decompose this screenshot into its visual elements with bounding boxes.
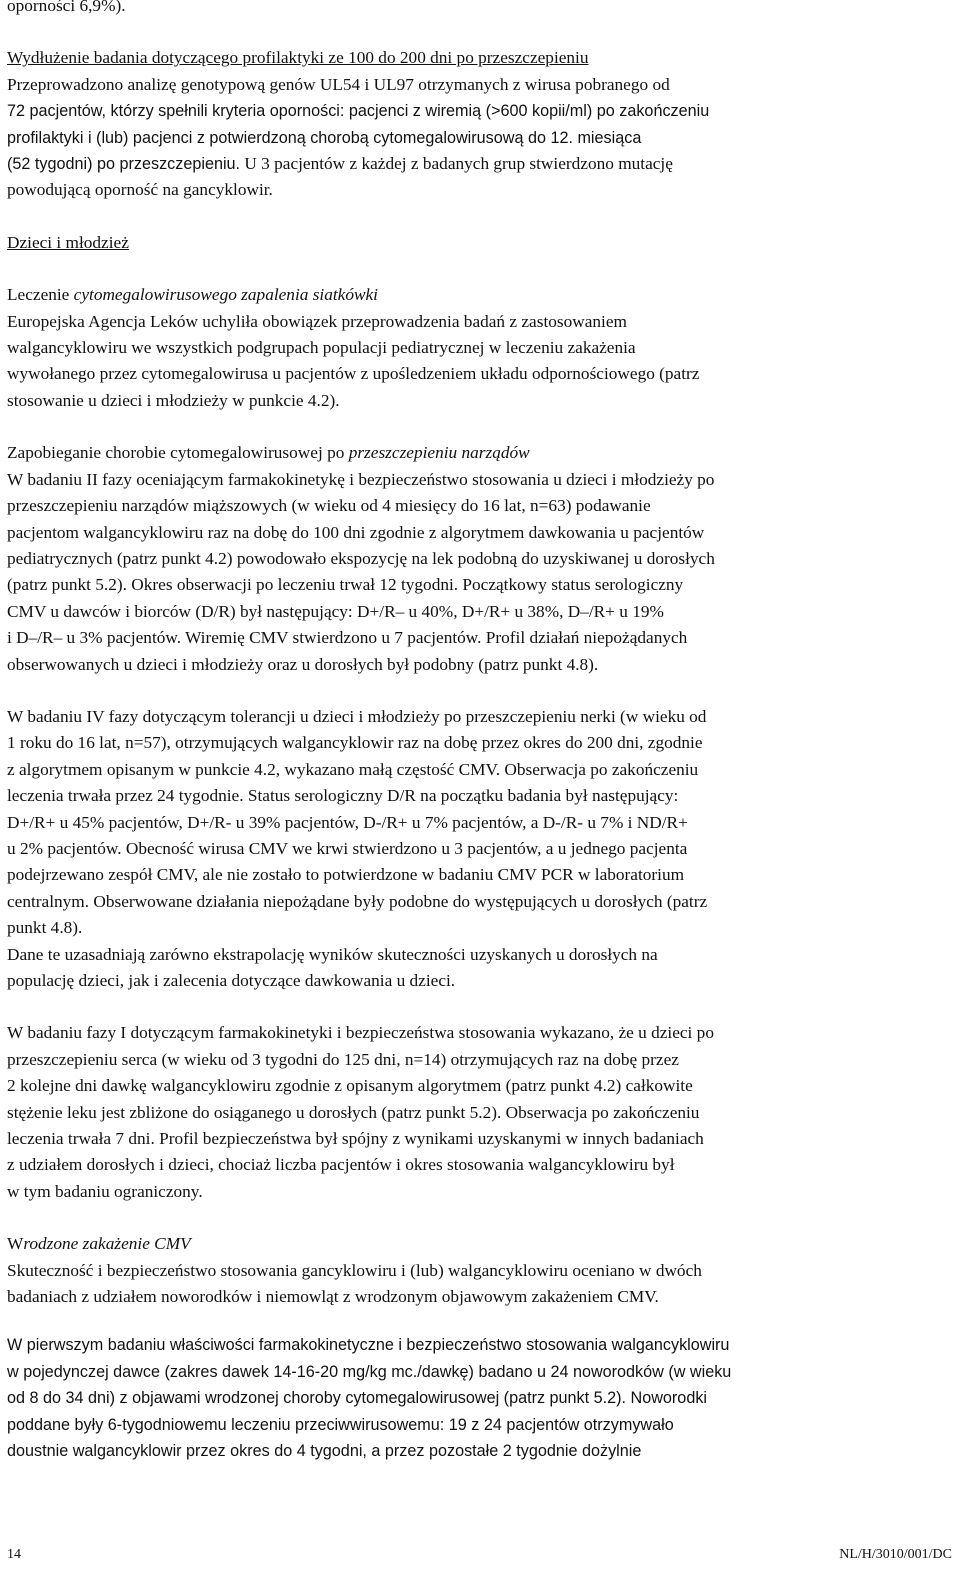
subheading-organ-italic: przeszczepieniu narządów — [348, 443, 530, 463]
genotype-criteria-text: 72 pacjentów, którzy spełnili kryteria oporności: pacjenci z wiremią (>600 kopii/ml) po zakończeniu profilaktyki i (lub) pacjenci z potwierdzoną chorobą cytomegalowirusową do 12. miesiąca (52 tygodni) po przeszczepieniu. — [7, 102, 710, 174]
paragraph-first-study: W pierwszym badaniu właściwości farmakokinetyczne i bezpieczeństwo stosowania walgancyklowiru w pojedynczej dawce (zakres dawek 14-16-20 mg/kg mc./dawkę) badano u 24 noworodków (w wieku od 8 do 34 dni) z objawami wrodzonej choroby cytomegalowirusowej (patrz punkt 5.2). Noworodki poddane były 6-tygodniowemu leczeniu przeciwwirusowemu: 19 z 24 pacjentów otrzymywało doustnie walgancyklowir przez okres do 4 tygodni, a przez pozostałe 2 tygodnie dożylnie — [7, 1336, 732, 1461]
top-fragment: oporności 6,9%). — [7, 0, 126, 15]
subheading-congenital-italic: rodzone zakażenie CMV — [23, 1234, 191, 1254]
paragraph-phase1-heart: W badaniu fazy I dotyczącym farmakokinetyki i bezpieczeństwa stosowania wykazano, że u dzieci po przeszczepieniu serca (w wieku od 3 tygodni do 125 dni, n=14) otrzymujących raz na dobę przez 2 kolejne dni dawkę walgancyklowiru zgodnie z opisanym algorytmem (patrz punkt 4.2) całkowite stężenie leku jest zbliżone do osiąganego u dorosłych (patrz punkt 5.2). Obserwacja po zakończeniu leczenia trwała 7 dni. Profil bezpieczeństwa był spójny z wynikami uzyskanymi w innych badaniach z udziałem dorosłych i dzieci, chociaż liczba pacjentów i okres stosowania walgancyklowiru był w tym badaniu ograniczony. — [7, 1023, 714, 1201]
document-page — [7, 0, 953, 1465]
subheading-congenital-plain: W — [7, 1234, 24, 1254]
genotype-result-text: U 3 pacjentów z każdej z badanych grup stwierdzono mutację powodującą oporność na gancyklowir. — [7, 154, 673, 200]
procedure-reference: NL/H/3010/001/DC — [839, 1547, 952, 1562]
page-number: 14 — [7, 1547, 21, 1562]
subheading-organ-transplant — [7, 440, 953, 466]
subheading-congenital — [7, 1231, 953, 1257]
subheading-retinitis-plain: Leczenie — [7, 285, 74, 305]
paragraph-congenital-intro: Skuteczność i bezpieczeństwo stosowania gancyklowiru i (lub) walgancyklowiru oceniano w dwóch badaniach z udziałem noworodków i niemowląt z wrodzonym objawowym zakażeniem CMV. — [7, 1260, 702, 1307]
subheading-retinitis-italic: cytomegalowirusowego zapalenia siatkówki — [73, 285, 378, 305]
paragraph-genotype-intro: Przeprowadzono analizę genotypową genów UL54 i UL97 otrzymanych z wirusa pobranego od — [7, 74, 670, 94]
subheading-retinitis — [7, 282, 953, 308]
paragraph-ema-waiver: Europejska Agencja Leków uchyliła obowiązek przeprowadzenia badań z zastosowaniem walgancyklowiru we wszystkich podgrupach populacji pediatrycznej w leczeniu zakażenia wywołanego przez cytomegalowirusa u pacjentów z upośledzeniem układu odpornościowego (patrz stosowanie u dzieci i młodzieży w punkcie 4.2). — [7, 311, 700, 410]
section-heading-profilaxis: Wydłużenie badania dotyczącego profilaktyki ze 100 do 200 dni po przeszczepieniu — [7, 48, 589, 68]
paragraph-phase4-study: W badaniu IV fazy dotyczącym tolerancji u dzieci i młodzieży po przeszczepieniu nerki (w wieku od 1 roku do 16 lat, n=57), otrzymujących walgancyklowir raz na dobę przez okres do 200 dni, zgodnie z algorytmem opisanym w punkcie 4.2, wykazano małą częstość CMV. Obserwacja po zakończeniu leczenia trwała przez 24 tygodnie. Status serologiczny D/R na początku badania był następujący: D+/R+ u 45% pacjentów, D+/R- u 39% pacjentów, D-/R+ u 7% pacjentów, a D-/R- u 7% i ND/R+ u 2% pacjentów. Obecność wirusa CMV we krwi stwierdzono u 3 pacjentów, a u jednego pacjenta podejrzewano zespół CMV, ale nie zostało to potwierdzone w badaniu CMV PCR w laboratorium centralnym. Obserwowane działania niepożądane były podobne do występujących u dorosłych (patrz punkt 4.8). — [7, 706, 708, 938]
section-heading-pediatrics: Dzieci i młodzież — [7, 232, 129, 252]
paragraph-extrapolation: Dane te uzasadniają zarówno ekstrapolację wyników skuteczności uzyskanych u dorosłych na populację dzieci, jak i zalecenia dotyczące dawkowania u dzieci. — [7, 944, 658, 990]
paragraph-genotype-body — [7, 98, 953, 204]
subheading-organ-plain: Zapobieganie chorobie cytomegalowirusowej po — [7, 443, 349, 463]
paragraph-phase2-study: W badaniu II fazy oceniającym farmakokinetykę i bezpieczeństwo stosowania u dzieci i młodzieży po przeszczepieniu narządów miąższowych (w wieku od 4 miesięcy do 16 lat, n=63) podawanie pacjentom walgancyklowiru raz na dobę do 100 dni zgodnie z algorytmem dawkowania u pacjentów pediatrycznych (patrz punkt 4.2) powodowało ekspozycję na lek podobną do uzyskiwanej u dorosłych (patrz punkt 5.2). Okres obserwacji po leczeniu trwał 12 tygodni. Początkowy status serologiczny CMV u dawców i biorców (D/R) był następujący: D+/R– u 40%, D+/R+ u 38%, D–/R+ u 19% i D–/R– u 3% pacjentów. Wiremię CMV stwierdzono u 7 pacjentów. Profil działań niepożądanych obserwowanych u dzieci i młodzieży oraz u dorosłych był podobny (patrz punkt 4.8). — [7, 469, 715, 674]
